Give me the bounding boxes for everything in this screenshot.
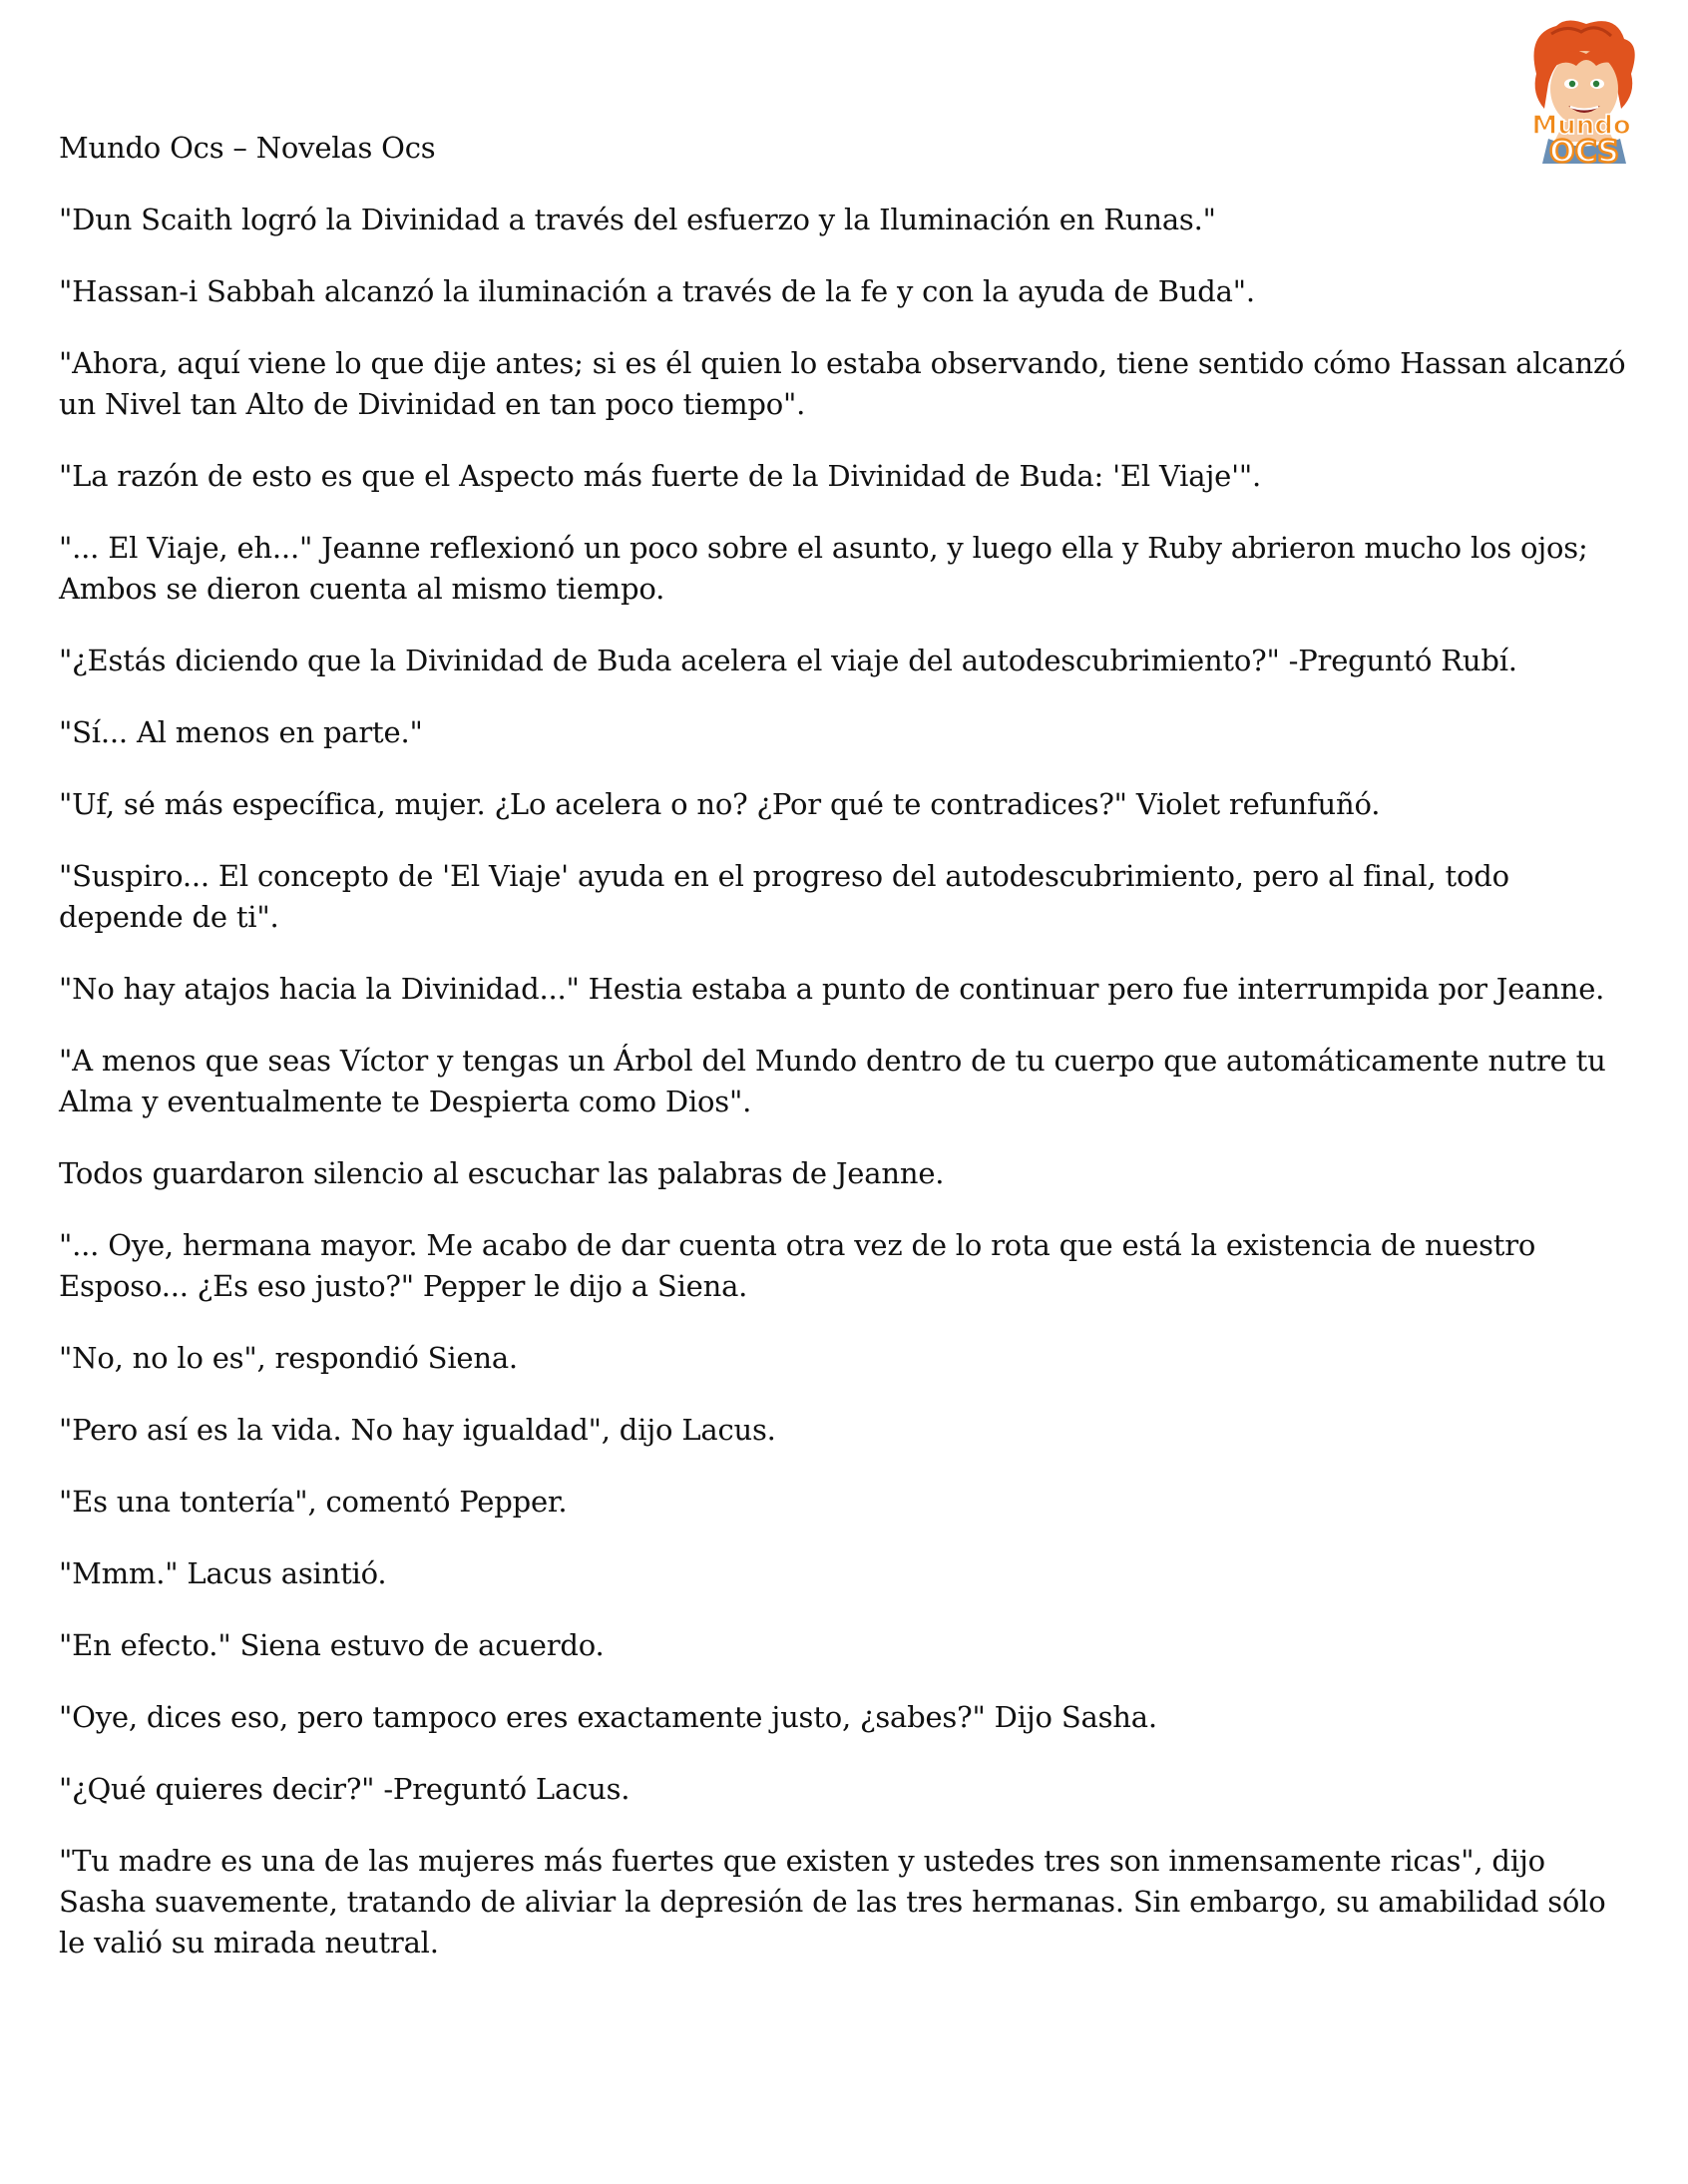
paragraph: "Pero así es la vida. No hay igualdad", dijo Lacus. [59,1413,776,1447]
paragraph: "Suspiro... El concepto de 'El Viaje' ayuda en el progreso del autodescubrimiento, pero al final, todo depende de ti". [59,859,1509,934]
logo-text-mundo: Mundo [1531,111,1631,141]
paragraph: "... Oye, hermana mayor. Me acabo de dar cuenta otra vez de lo rota que está la existencia de nuestro Esposo... ¿Es eso justo?" Pepper le dijo a Siena. [59,1228,1536,1303]
paragraph: "Es una tontería", comentó Pepper. [59,1485,568,1519]
paragraph: "Tu madre es una de las mujeres más fuertes que existen y ustedes tres son inmensamente ricas", dijo Sasha suavemente, tratando de aliviar la depresión de las tres hermanas. Sin embargo, su amabilidad sólo le valió su mirada neutral. [59,1844,1606,1960]
paragraph: "Sí... Al menos en parte." [59,715,423,749]
paragraph: "¿Estás diciendo que la Divinidad de Buda acelera el viaje del autodescubrimiento?" -Preguntó Rubí. [59,644,1517,677]
paragraph: "Dun Scaith logró la Divinidad a través del esfuerzo y la Iluminación en Runas." [59,203,1216,236]
paragraph: "Hassan-i Sabbah alcanzó la iluminación a través de la fe y con la ayuda de Buda". [59,274,1255,308]
paragraph: "Uf, sé más específica, mujer. ¿Lo acelera o no? ¿Por qué te contradices?" Violet refunfuñó. [59,787,1381,821]
paragraph: "Ahora, aquí viene lo que dije antes; si es él quien lo estaba observando, tiene sentido cómo Hassan alcanzó un Nivel tan Alto de Divinidad en tan poco tiempo". [59,346,1626,421]
paragraph: "No hay atajos hacia la Divinidad..." Hestia estaba a punto de continuar pero fue interrumpida por Jeanne. [59,972,1605,1006]
paragraph: "No, no lo es", respondió Siena. [59,1341,518,1375]
logo-text-ocs: OCS [1549,135,1619,170]
paragraph: "La razón de esto es que el Aspecto más fuerte de la Divinidad de Buda: 'El Viaje'". [59,459,1262,493]
paragraph: "A menos que seas Víctor y tengas un Árbol del Mundo dentro de tu cuerpo que automáticamente nutre tu Alma y eventualmente te Despierta como Dios". [59,1044,1606,1118]
paragraph: "En efecto." Siena estuvo de acuerdo. [59,1628,605,1662]
paragraph: "Mmm." Lacus asintió. [59,1556,387,1590]
paragraph: Todos guardaron silencio al escuchar las palabras de Jeanne. [59,1156,945,1190]
paragraph: "¿Qué quieres decir?" -Preguntó Lacus. [59,1772,631,1806]
paragraph: "... El Viaje, eh..." Jeanne reflexionó un poco sobre el asunto, y luego ella y Ruby abrieron mucho los ojos; Ambos se dieron cuenta al mismo tiempo. [59,531,1588,606]
document-body [59,128,1635,1994]
paragraph: "Oye, dices eso, pero tampoco eres exactamente justo, ¿sabes?" Dijo Sasha. [59,1700,1157,1734]
site-title: Mundo Ocs – Novelas Ocs [59,131,436,165]
